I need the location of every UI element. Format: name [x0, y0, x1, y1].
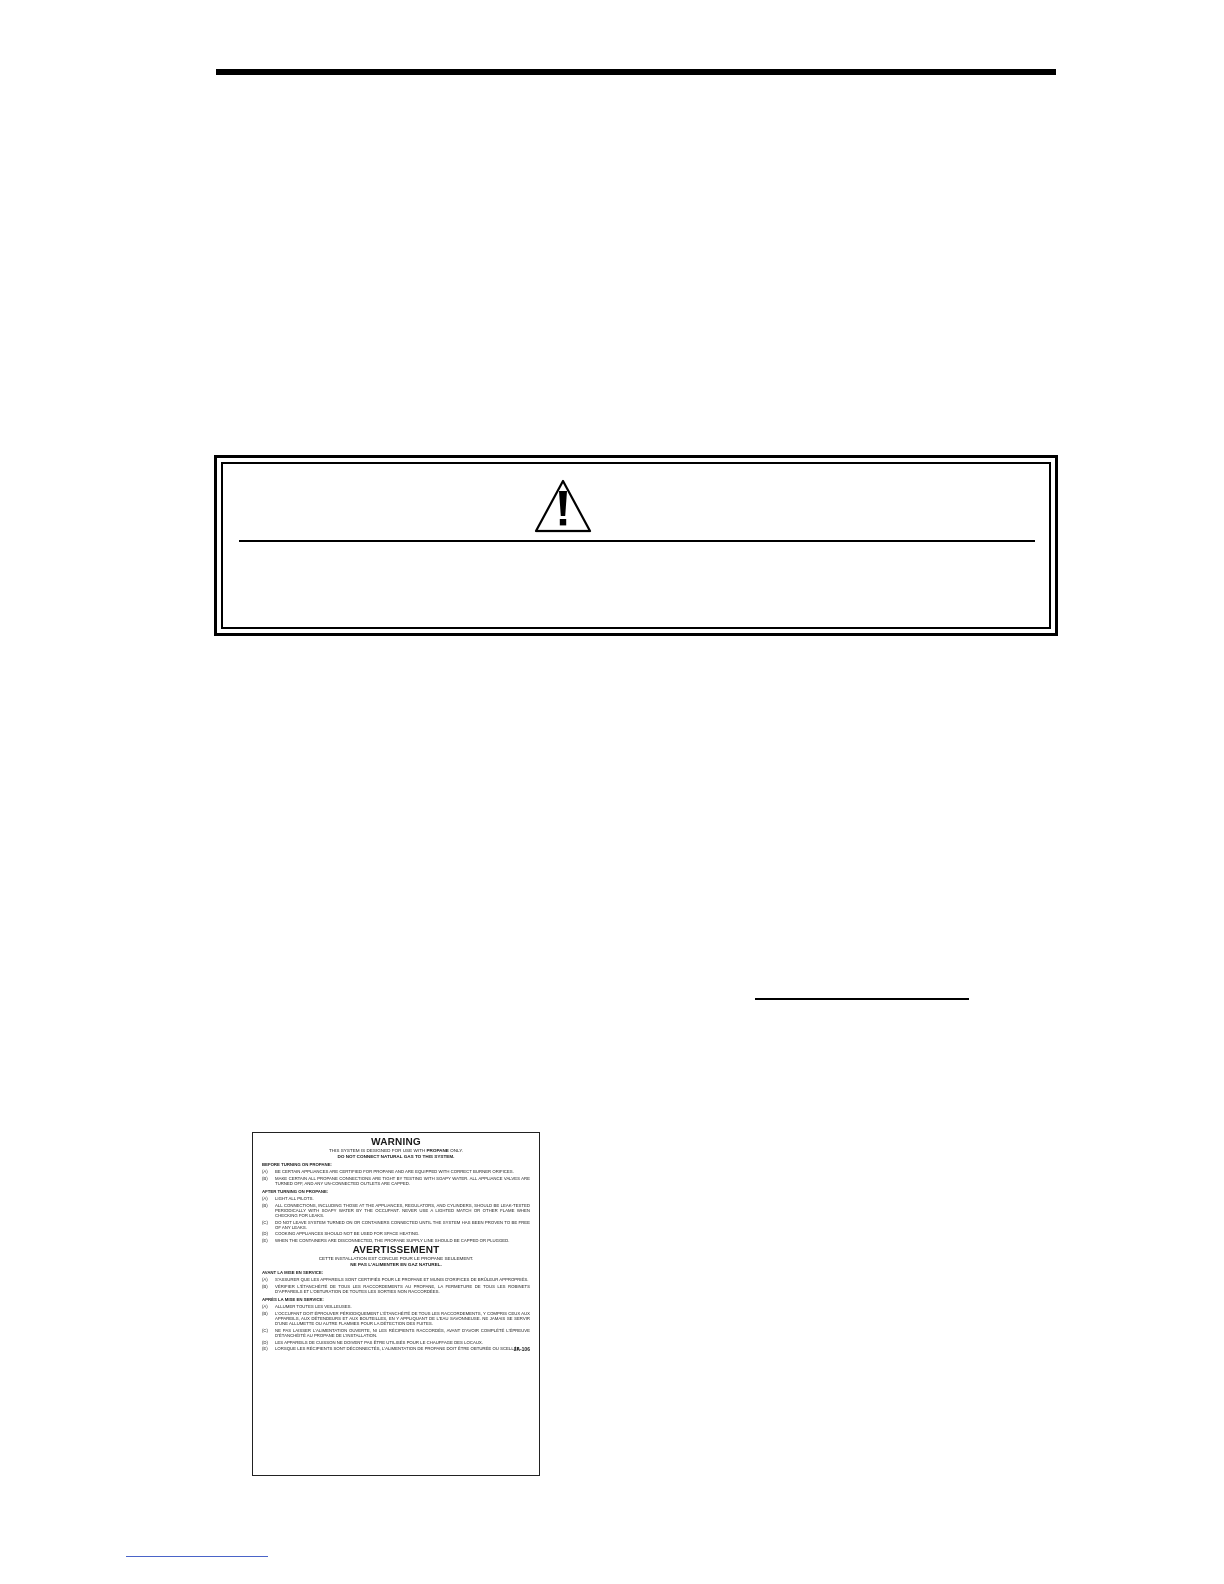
label-list-item [262, 1284, 530, 1294]
signature-underline [755, 998, 969, 1000]
label-item-marker: (B) [262, 1202, 268, 1208]
label-item-marker: (E) [262, 1238, 268, 1244]
label-item-text: COOKING APPLIANCES SHOULD NOT BE USED FOR SPACE HEATING. [275, 1231, 420, 1237]
label-item-text: LES APPAREILS DE CUISSON NE DOIVENT PAS ÊTRE UTILISÉS POUR LE CHAUFFAGE DES LOCAUX. [275, 1339, 483, 1345]
label-list-item [262, 1277, 530, 1282]
label-item-marker: (B) [262, 1310, 268, 1316]
warning-callout-inner-frame [221, 462, 1051, 629]
label-list-item [262, 1346, 530, 1354]
warning-callout-box [214, 455, 1058, 636]
label-section-heading: AVANT LA MISE EN SERVICE: [262, 1270, 324, 1276]
label-item-text: LIGHT ALL PILOTS. [275, 1196, 314, 1202]
label-list-item [262, 1176, 530, 1186]
label-item-marker: (A) [262, 1304, 268, 1310]
label-item-text: NE PAS LAISSER L'ALIMENTATION OUVERTE, NI LES RÉCIPIENTS RACCORDÉS, AVANT D'AVOIR COMPLÉTÉ L'ÉPREUVE D'ÉTANCHÉITÉ AU PROPANE DE L'INSTALLATION. [275, 1327, 530, 1338]
label-item-text: DO NOT LEAVE SYSTEM TURNED ON OR CONTAINERS CONNECTED UNTIL THE SYSTEM HAS BEEN PROVEN TO BE FREE OF ANY LEAKS. [275, 1219, 530, 1230]
label-item-text: L'OCCUPANT DOIT ÉPROUVER PÉRIODIQUEMENT L'ÉTANCHÉITÉ DE TOUS LES RACCORDEMENTS, Y COMPRIS CEUX AUX APPAREILS, AUX DÉTENDEURS ET AUX BOUTEILLES, EN Y APPLIQUANT DE L'EAU SAVONNEUSE. NE JAMAIS SE SERVIR D'UNE ALLUMETTE OU AUTRE FLAMMES POUR LA DÉTECTION DES FUITES. [275, 1310, 530, 1327]
label-item-text: LORSQUE LES RÉCIPIENTS SONT DÉCONNECTÉS, L'ALIMENTATION DE PROPANE DOIT ÊTRE OBTURÉE OU SCELLÉE. [275, 1346, 521, 1352]
label-item-text: ALLUMER TOUTES LES VEILLEUSES. [275, 1304, 352, 1310]
label-item-marker: (A) [262, 1169, 268, 1175]
label-subtitle-en: DO NOT CONNECT NATURAL GAS TO THIS SYSTEM. [337, 1153, 455, 1159]
propane-warning-label [252, 1132, 540, 1476]
label-list-item [262, 1196, 530, 1201]
label-item-marker: (B) [262, 1284, 268, 1290]
label-section-heading: APRÈS LA MISE EN SERVICE: [262, 1297, 324, 1303]
label-subtitle-fr: NE PAS L'ALIMENTER EN GAZ NATUREL. [350, 1261, 442, 1267]
label-item-text: BE CERTAIN APPLIANCES ARE CERTIFIED FOR PROPANE AND ARE EQUIPPED WITH CORRECT BURNER ORIFICES. [275, 1169, 514, 1175]
label-list-item [262, 1169, 530, 1174]
label-item-marker: (A) [262, 1277, 268, 1283]
label-part-code: JA-106 [513, 1347, 530, 1354]
label-intro-en-emphasis: PROPANE [426, 1148, 449, 1153]
label-item-text: WHEN THE CONTAINERS ARE DISCONNECTED, THE PROPANE SUPPLY LINE SHOULD BE CAPPED OR PLUGGED. [275, 1238, 510, 1244]
label-list-item [262, 1238, 530, 1243]
label-list-item [262, 1231, 530, 1236]
label-intro-en-text: THIS SYSTEM IS DESIGNED FOR USE WITH [328, 1148, 426, 1153]
label-intro-fr: CETTE INSTALLATION EST CONCUE POUR LE PROPANE SEULEMENT. [318, 1256, 474, 1262]
label-item-marker: (D) [262, 1231, 268, 1237]
label-title-fr: AVERTISSEMENT [352, 1245, 440, 1257]
label-list-item [262, 1311, 530, 1326]
label-item-marker: (C) [262, 1327, 268, 1333]
warning-triangle-exclamation-icon [533, 478, 593, 534]
label-item-text: ALL CONNECTIONS, INCLUDING THOSE AT THE APPLIANCES, REGULATORS, AND CYLINDERS, SHOULD BE LEAK-TESTED PERIODICALLY WITH SOAPY WATER BY THE OCCUPANT. NEVER USE A LIGHTED MATCH OR OTHER FLAME WHEN CHECKING FOR LEAKS. [275, 1202, 530, 1218]
label-item-marker: (B) [262, 1175, 268, 1181]
label-list-item [262, 1220, 530, 1230]
label-list-item [262, 1203, 530, 1218]
label-intro-en-suffix: ONLY. [450, 1148, 464, 1153]
top-horizontal-rule [216, 69, 1056, 75]
label-item-marker: (A) [262, 1196, 268, 1202]
footnote-separator [126, 1556, 268, 1557]
label-item-text: VÉRIFIER L'ÉTANCHÉITÉ DE TOUS LES RACCORDEMENTS AU PROPANE, LA FERMETURE DE TOUS LES ROBINETS D'APPAREILS ET L'OBTURATION DE TOUTES LES SORTIES NON RACCORDÉES. [275, 1284, 530, 1295]
label-list-item [262, 1304, 530, 1309]
warning-box-divider [239, 540, 1035, 542]
label-section-heading: AFTER TURNING ON PROPANE: [262, 1189, 329, 1195]
label-item-text: MAKE CERTAIN ALL PROPANE CONNECTIONS ARE TIGHT BY TESTING WITH SOAPY WATER. ALL APPLIANCE VALVES ARE TURNED OFF, AND ANY UN-CONNECTED OUTLETS ARE CAPPED. [275, 1175, 530, 1186]
label-item-marker: (C) [262, 1219, 268, 1225]
label-section-heading: BEFORE TURNING ON PROPANE: [262, 1162, 332, 1168]
label-item-text: S'ASSURER QUE LES APPAREILS SONT CERTIFIÉS POUR LE PROPANE ET MUNIS D'ORIFICES DE BRÛLEUR APPROPRIÉS. [275, 1277, 529, 1283]
label-item-marker: (D) [262, 1339, 268, 1345]
label-list-item [262, 1328, 530, 1338]
label-list-item [262, 1340, 530, 1345]
label-item-marker: (E) [262, 1346, 268, 1352]
label-title-en: WARNING [371, 1137, 421, 1148]
